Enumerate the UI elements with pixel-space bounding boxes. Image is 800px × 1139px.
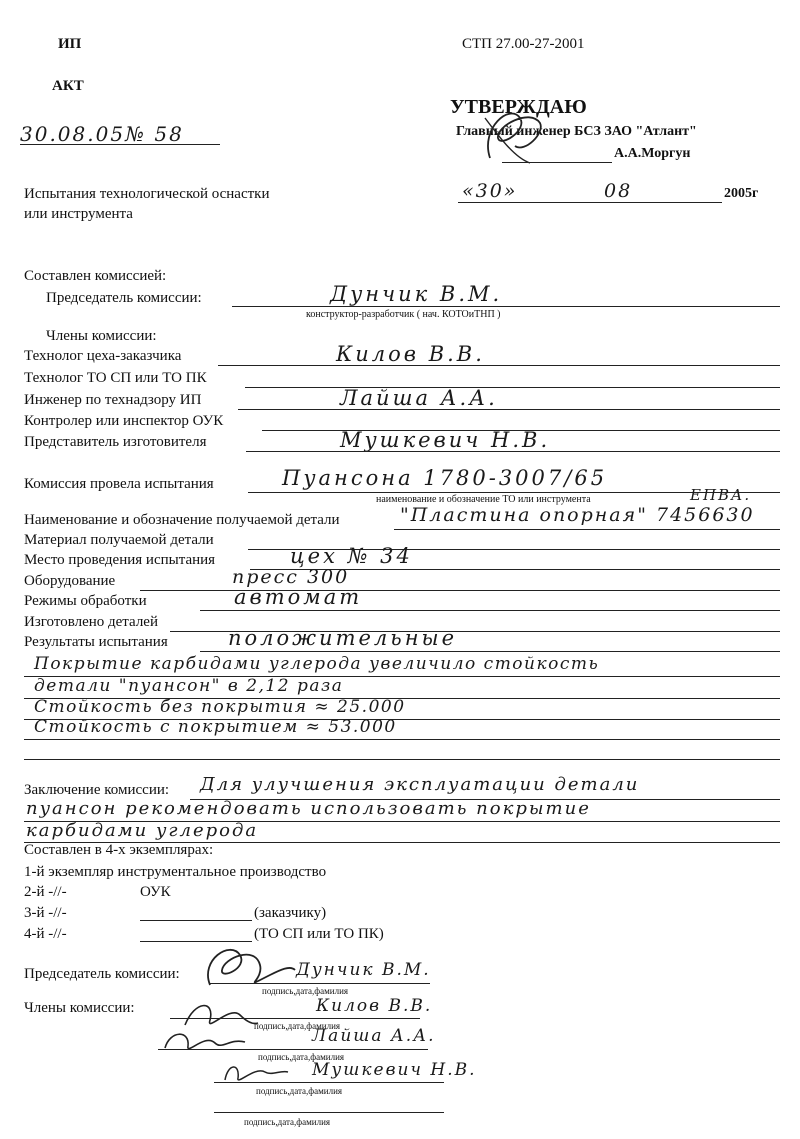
test-title-line1: Испытания технологической оснастки [24,186,270,202]
results-line: Стойкость с покрытием ≈ 53.000 [34,717,397,737]
test-title-line2: или инструмента [24,206,133,222]
approver-position: Главный инженер БСЗ ЗАО "Атлант" [456,124,697,139]
place-label: Место проведения испытания [24,552,216,568]
member-row-value: Килов В.В. [336,342,485,366]
results-line: Стойкость без покрытия ≈ 25.000 [34,697,406,717]
modes-label: Режимы обработки [24,593,147,609]
conclusion-line3: карбидами углерода [26,820,259,841]
conclusion-line2: пуансон рекомендовать использовать покрытие [26,798,591,819]
chairman-value: Дунчик В.М. [330,282,503,306]
conducted-value: Пуансона 1780-3007/65 [282,466,608,490]
approve-word: УТВЕРЖДАЮ [450,96,587,118]
signature-caption: подпись,дата,фамилия [258,1052,345,1062]
member-row-label: Инженер по технадзору ИП [24,392,202,408]
copy-dest: (заказчику) [254,905,327,921]
copy-dest: ОУК [140,884,171,900]
place-value: цех № 34 [290,544,413,568]
member-row-label: Контролер или инспектор ОУК [24,413,224,429]
copy-row: 4-й -//- [24,926,67,942]
conclusion-line1: Для улучшения эксплуатации детали [200,774,640,795]
signature-chairman-label: Председатель комиссии: [24,966,180,982]
copy-row: 1-й экземпляр инструментальное производство [24,864,327,880]
results-line: детали "пуансон" в 2,12 раза [34,676,344,696]
signature-name: Килов В.В. [316,996,433,1016]
made-label: Изготовлено деталей [24,614,158,630]
signature-name: Дунчик В.М. [296,960,431,980]
member-row-value: Лайша А.А. [340,386,498,410]
copies-header: Составлен в 4-х экземплярах: [24,842,214,858]
results-label: Результаты испытания [24,634,168,650]
member-row-value: Мушкевич Н.В. [340,428,551,452]
member-row-label: Технолог цеха-заказчика [24,348,182,364]
approval-day: «30» [462,180,518,202]
tool-note: наименование и обозначение ТО или инструмента [376,494,591,505]
chairman-note: конструктор-разработчик ( нач. КОТОиТНП ) [306,309,501,320]
copy-row: 2-й -//- [24,884,67,900]
part-label: Наименование и обозначение получаемой детали [24,512,340,528]
conclusion-label: Заключение комиссии: [24,782,170,798]
signature-caption: подпись,дата,фамилия [262,986,349,996]
composed-label: Составлен комиссией: [24,268,167,284]
members-label: Члены комиссии: [46,328,157,344]
member-row-label: Представитель изготовителя [24,434,207,450]
act-date-number: 30.08.05№ 58 [20,122,184,146]
signature-caption: подпись,дата,фамилия [244,1117,331,1127]
signature-name: Лайша А.А. [312,1026,436,1046]
equipment-label: Оборудование [24,573,116,589]
results-value: положительные [228,626,458,650]
signature-members-label: Члены комиссии: [24,1000,135,1016]
approval-year: 2005г [724,186,759,201]
standard-code: СТП 27.00-27-2001 [462,36,585,52]
signature-caption: подпись,дата,фамилия [256,1086,343,1096]
chairman-label: Председатель комиссии: [46,290,202,306]
results-line: Покрытие карбидами углерода увеличило стойкость [34,654,600,674]
approver-name: А.А.Моргун [614,146,691,161]
approver-signature [470,98,550,168]
org-code: ИП [58,36,82,52]
member-signature [160,1028,250,1058]
copy-row: 3-й -//- [24,905,67,921]
doc-type: АКТ [52,78,84,94]
material-label: Материал получаемой детали [24,532,214,548]
signature-name: Мушкевич Н.В. [312,1060,477,1080]
modes-value: автомат [234,585,363,609]
part-value: "Пластина опорная" 7456630 [400,504,755,526]
conducted-label: Комиссия провела испытания [24,476,214,492]
equipment-value: пресс 300 [232,566,350,588]
copy-dest: (ТО СП или ТО ПК) [254,926,384,942]
approval-month: 08 [604,180,633,202]
member-row-label: Технолог ТО СП или ТО ПК [24,370,207,386]
tool-extra: ЕПВА. [690,486,752,504]
signature-caption: подпись,дата,фамилия [254,1021,341,1031]
